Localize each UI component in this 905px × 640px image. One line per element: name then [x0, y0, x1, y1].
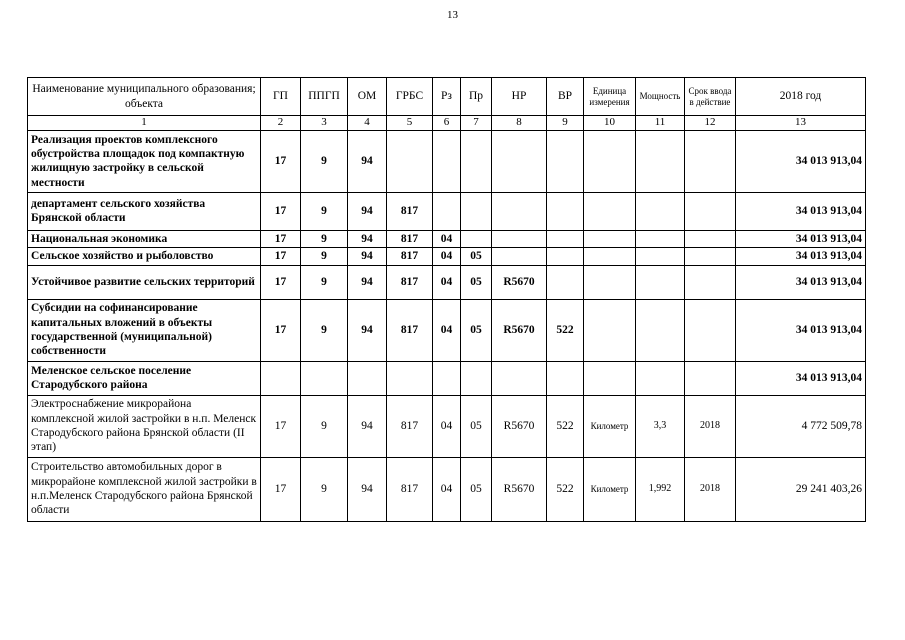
row-amount: 29 241 403,26	[736, 457, 866, 521]
row-gp: 17	[261, 395, 301, 457]
row-name: Электроснабжение микрорайона комплексной жилой застройки в н.п. Меленск Стародубского района Брянской области (II этап)	[28, 395, 261, 457]
row-power	[636, 299, 685, 361]
column-number: 13	[736, 116, 866, 131]
row-ppgp: 9	[301, 395, 348, 457]
row-term: 2018	[685, 395, 736, 457]
row-rz: 04	[433, 395, 461, 457]
header-year: 2018 год	[736, 78, 866, 116]
row-name: Субсидии на софинансирование капитальных вложений в объекты государственной (муниципальной) собственности	[28, 299, 261, 361]
row-vr	[547, 130, 584, 192]
row-vr	[547, 248, 584, 265]
header-term: Срок ввода в действие	[685, 78, 736, 116]
row-grbs: 817	[387, 192, 433, 230]
row-term	[685, 299, 736, 361]
row-om: 94	[348, 395, 387, 457]
table-row	[28, 192, 866, 230]
row-term	[685, 361, 736, 395]
table-row	[28, 299, 866, 361]
row-amount: 34 013 913,04	[736, 299, 866, 361]
row-grbs: 817	[387, 265, 433, 299]
row-ppgp: 9	[301, 130, 348, 192]
column-number: 7	[461, 116, 492, 131]
column-number: 9	[547, 116, 584, 131]
row-unit	[584, 130, 636, 192]
row-nr: R5670	[492, 395, 547, 457]
row-pr: 05	[461, 299, 492, 361]
row-unit: Километр	[584, 395, 636, 457]
row-name: Устойчивое развитие сельских территорий	[28, 265, 261, 299]
row-power	[636, 265, 685, 299]
row-term	[685, 248, 736, 265]
row-vr: 522	[547, 299, 584, 361]
row-rz: 04	[433, 457, 461, 521]
row-name: Меленское сельское поселение Стародубского района	[28, 361, 261, 395]
row-amount: 34 013 913,04	[736, 361, 866, 395]
row-term	[685, 230, 736, 247]
row-power: 3,3	[636, 395, 685, 457]
row-amount: 34 013 913,04	[736, 265, 866, 299]
row-grbs	[387, 361, 433, 395]
row-unit	[584, 248, 636, 265]
row-nr: R5670	[492, 265, 547, 299]
row-amount: 34 013 913,04	[736, 230, 866, 247]
row-ppgp: 9	[301, 230, 348, 247]
table-row	[28, 457, 866, 521]
row-vr	[547, 192, 584, 230]
column-number: 4	[348, 116, 387, 131]
header-power: Мощность	[636, 78, 685, 116]
row-nr	[492, 248, 547, 265]
row-rz	[433, 192, 461, 230]
row-unit	[584, 230, 636, 247]
row-power	[636, 248, 685, 265]
row-pr	[461, 361, 492, 395]
column-number: 2	[261, 116, 301, 131]
row-power: 1,992	[636, 457, 685, 521]
row-pr: 05	[461, 457, 492, 521]
table-row	[28, 265, 866, 299]
header-pr: Пр	[461, 78, 492, 116]
row-ppgp: 9	[301, 299, 348, 361]
header-nr: НР	[492, 78, 547, 116]
table-row	[28, 395, 866, 457]
row-gp: 17	[261, 192, 301, 230]
row-gp: 17	[261, 299, 301, 361]
header-grbs: ГРБС	[387, 78, 433, 116]
table-body	[28, 130, 866, 521]
row-unit	[584, 265, 636, 299]
row-nr: R5670	[492, 457, 547, 521]
row-power	[636, 361, 685, 395]
row-grbs: 817	[387, 299, 433, 361]
row-grbs: 817	[387, 457, 433, 521]
row-amount: 34 013 913,04	[736, 192, 866, 230]
column-number: 11	[636, 116, 685, 131]
row-ppgp: 9	[301, 192, 348, 230]
row-om	[348, 361, 387, 395]
row-ppgp: 9	[301, 265, 348, 299]
budget-table	[27, 77, 866, 522]
row-name: Сельское хозяйство и рыболовство	[28, 248, 261, 265]
row-rz	[433, 130, 461, 192]
row-pr: 05	[461, 248, 492, 265]
row-term	[685, 130, 736, 192]
row-rz: 04	[433, 230, 461, 247]
row-ppgp: 9	[301, 248, 348, 265]
row-amount: 34 013 913,04	[736, 130, 866, 192]
row-nr	[492, 130, 547, 192]
row-name: Реализация проектов комплексного обустройства площадок под компактную жилищную застройку в сельской местности	[28, 130, 261, 192]
header-unit: Единица измерения	[584, 78, 636, 116]
row-gp	[261, 361, 301, 395]
row-power	[636, 230, 685, 247]
row-nr	[492, 361, 547, 395]
row-unit	[584, 299, 636, 361]
row-term	[685, 192, 736, 230]
table-row	[28, 230, 866, 247]
header-gp: ГП	[261, 78, 301, 116]
row-om: 94	[348, 192, 387, 230]
row-gp: 17	[261, 457, 301, 521]
row-om: 94	[348, 299, 387, 361]
row-nr	[492, 230, 547, 247]
row-gp: 17	[261, 248, 301, 265]
row-grbs: 817	[387, 395, 433, 457]
row-rz: 04	[433, 299, 461, 361]
page-number: 13	[447, 9, 458, 21]
column-number: 3	[301, 116, 348, 131]
row-vr	[547, 361, 584, 395]
row-om: 94	[348, 457, 387, 521]
table-row	[28, 248, 866, 265]
header-row	[28, 78, 866, 116]
row-grbs	[387, 130, 433, 192]
row-om: 94	[348, 248, 387, 265]
row-rz	[433, 361, 461, 395]
row-pr	[461, 230, 492, 247]
row-om: 94	[348, 265, 387, 299]
row-power	[636, 192, 685, 230]
row-amount: 34 013 913,04	[736, 248, 866, 265]
header-om: ОМ	[348, 78, 387, 116]
header-name: Наименование муниципального образования; объекта	[28, 78, 261, 116]
row-amount: 4 772 509,78	[736, 395, 866, 457]
row-ppgp	[301, 361, 348, 395]
column-number-row	[28, 116, 866, 131]
column-number: 8	[492, 116, 547, 131]
row-vr	[547, 265, 584, 299]
row-grbs: 817	[387, 230, 433, 247]
row-unit: Километр	[584, 457, 636, 521]
row-unit	[584, 361, 636, 395]
row-power	[636, 130, 685, 192]
row-rz: 04	[433, 248, 461, 265]
row-vr	[547, 230, 584, 247]
row-vr: 522	[547, 457, 584, 521]
column-number: 5	[387, 116, 433, 131]
column-number: 6	[433, 116, 461, 131]
table-row	[28, 130, 866, 192]
column-number: 1	[28, 116, 261, 131]
row-unit	[584, 192, 636, 230]
row-vr: 522	[547, 395, 584, 457]
row-pr: 05	[461, 265, 492, 299]
row-pr	[461, 192, 492, 230]
row-gp: 17	[261, 265, 301, 299]
row-om: 94	[348, 230, 387, 247]
row-gp: 17	[261, 230, 301, 247]
row-pr	[461, 130, 492, 192]
row-grbs: 817	[387, 248, 433, 265]
row-nr: R5670	[492, 299, 547, 361]
row-ppgp: 9	[301, 457, 348, 521]
row-name: Национальная экономика	[28, 230, 261, 247]
row-pr: 05	[461, 395, 492, 457]
header-ppgp: ППГП	[301, 78, 348, 116]
column-number: 12	[685, 116, 736, 131]
row-term: 2018	[685, 457, 736, 521]
table-row	[28, 361, 866, 395]
header-rz: Рз	[433, 78, 461, 116]
row-om: 94	[348, 130, 387, 192]
row-term	[685, 265, 736, 299]
column-number: 10	[584, 116, 636, 131]
row-rz: 04	[433, 265, 461, 299]
row-name: Строительство автомобильных дорог в микрорайоне комплексной жилой застройки в н.п.Меленск Стародубского района Брянской области	[28, 457, 261, 521]
header-vr: ВР	[547, 78, 584, 116]
row-gp: 17	[261, 130, 301, 192]
row-name: департамент сельского хозяйства Брянской области	[28, 192, 261, 230]
row-nr	[492, 192, 547, 230]
